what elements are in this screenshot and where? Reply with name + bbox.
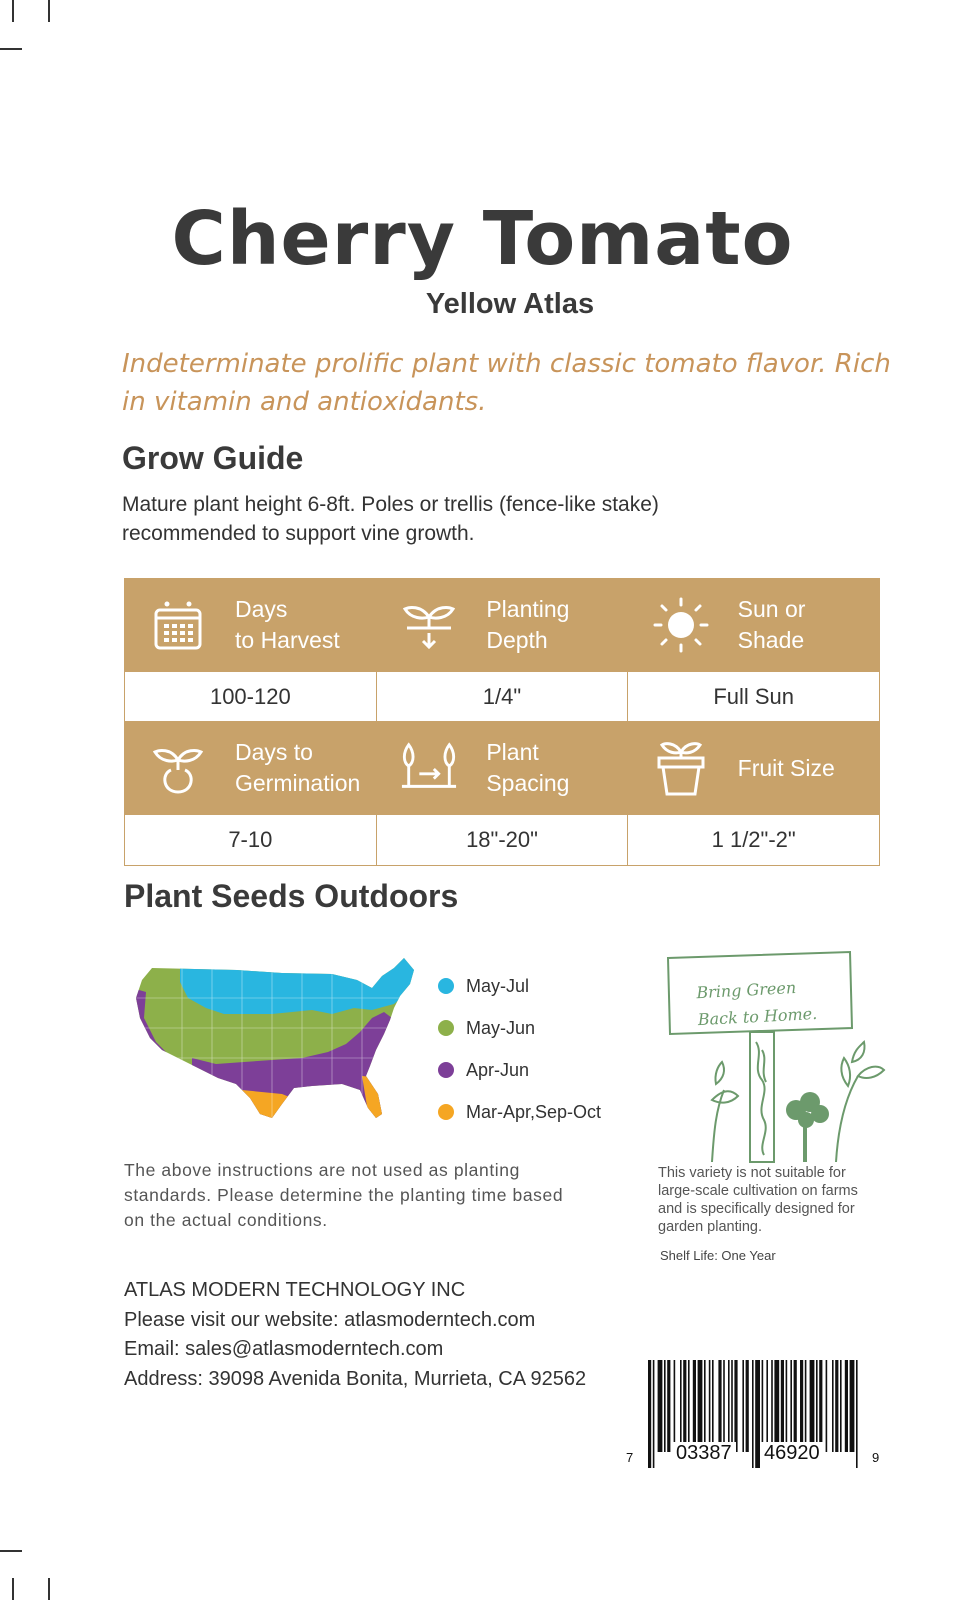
plant-spacing-value: 18"-20" [376, 815, 628, 865]
company-email: Email: sales@atlasmoderntech.com [124, 1338, 444, 1360]
barcode-bar [746, 1360, 749, 1452]
legend-label: May-Jul [466, 975, 530, 996]
legend-dot-green [438, 1020, 454, 1036]
legend-dot-purple [438, 1062, 454, 1078]
barcode-bar [693, 1360, 696, 1452]
barcode-bar [723, 1360, 725, 1452]
crop-mark [0, 1550, 22, 1552]
variety-name: Yellow Atlas [425, 288, 595, 320]
legend-dot-blue [438, 978, 454, 994]
cultivation-note-line: and is specifically designed for [658, 1201, 855, 1217]
barcode-bar [786, 1360, 788, 1452]
barcode-bar [766, 1360, 768, 1452]
barcode-bar [742, 1360, 744, 1452]
barcode-bar [781, 1360, 784, 1452]
fruit-size-value: 1 1/2"-2" [627, 815, 879, 865]
barcode-bar [850, 1360, 855, 1452]
barcode-bar [790, 1360, 792, 1452]
legend-label: Mar-Apr,Sep-Oct [466, 1101, 602, 1122]
crop-mark [0, 48, 22, 50]
planting-depth-header [376, 579, 627, 671]
legend-item [438, 1049, 601, 1091]
zone-may-jul [180, 958, 422, 1014]
barcode-bar [816, 1360, 818, 1452]
legend-dot-orange [438, 1104, 454, 1120]
barcode-group-right: 46920 [760, 1442, 824, 1465]
upc-barcode [626, 1360, 922, 1470]
plant-spacing-header [376, 722, 627, 814]
product-tagline: Indeterminate prolific plant with classic tomato flavor. Rich in vitamin and antioxidants. [122, 349, 891, 417]
barcode-bar [653, 1360, 655, 1468]
crop-mark [48, 1578, 50, 1600]
barcode-bar [674, 1360, 676, 1452]
barcode-bar [712, 1360, 714, 1452]
legend-label: Apr-Jun [466, 1059, 530, 1080]
barcode-bar [805, 1360, 807, 1452]
calendar-icon [149, 596, 207, 654]
crop-mark [48, 0, 50, 22]
header-label: Days to Germination [235, 739, 361, 796]
header-label: Fruit Size [737, 754, 835, 781]
barcode-bar [734, 1360, 737, 1452]
disclaimer-line: standards. Please determine the planting time based [124, 1185, 564, 1205]
company-address: Address: 39098 Avenida Bonita, Murrieta, CA 92562 [124, 1367, 587, 1390]
barcode-bar [752, 1360, 754, 1468]
barcode-check-digit: 9 [872, 1450, 880, 1465]
barcode-bar [680, 1360, 682, 1452]
barcode-bar [826, 1360, 828, 1452]
grow-guide-table [124, 578, 880, 866]
barcode-first-digit: 7 [626, 1450, 634, 1465]
barcode-bar [774, 1360, 779, 1452]
planting-map-legend [438, 965, 601, 1133]
barcode-bar [731, 1360, 733, 1452]
header-label: Days to Harvest [235, 596, 340, 653]
legend-item [438, 1091, 601, 1133]
pot-icon [652, 739, 710, 797]
sun-or-shade-header [628, 579, 879, 671]
barcode-bar [856, 1360, 858, 1468]
zone-mar-apr-sep-oct [242, 1090, 292, 1136]
barcode-bar [762, 1360, 764, 1452]
barcode-bar [840, 1360, 842, 1452]
barcode-bar [664, 1360, 666, 1452]
grow-guide-header-row [125, 722, 879, 814]
legend-label: May-Jun [466, 1017, 536, 1038]
crop-mark [12, 1578, 14, 1600]
sign-slogan [696, 971, 859, 1033]
seedling-icon [149, 739, 207, 797]
barcode-bar [794, 1360, 797, 1452]
planting-depth-value: 1/4" [376, 672, 628, 721]
disclaimer-line: on the actual conditions. [124, 1210, 328, 1230]
planting-disclaimer [124, 1158, 614, 1233]
fruit-size-header [628, 722, 879, 814]
zone-mar-apr-sep-oct [362, 1076, 394, 1136]
grow-guide-value-row [125, 671, 879, 722]
barcode-bar [771, 1360, 773, 1452]
us-planting-zone-map [132, 958, 432, 1136]
barcode-bar [667, 1360, 670, 1452]
company-info [124, 1276, 586, 1394]
days-to-germination-header [125, 722, 376, 814]
description-line: recommended to support vine growth. [122, 522, 475, 545]
header-label: Plant Spacing [486, 739, 570, 796]
sun-or-shade-value: Full Sun [627, 672, 879, 721]
description-line: Mature plant height 6-8ft. Poles or trellis (fence-like stake) [122, 493, 659, 516]
grow-guide-heading: Grow Guide [122, 440, 304, 476]
plant-seeds-outdoors-heading: Plant Seeds Outdoors [124, 878, 459, 914]
barcode-bar [648, 1360, 651, 1468]
header-label: Planting Depth [486, 596, 570, 653]
company-website: Please visit our website: atlasmoderntech.com [124, 1308, 536, 1331]
barcode-bar [835, 1360, 838, 1452]
spacing-icon [400, 739, 458, 797]
barcode-bar [704, 1360, 706, 1452]
barcode-bar [728, 1360, 730, 1452]
sun-icon [652, 596, 710, 654]
sprout-depth-icon [400, 596, 458, 654]
barcode-bar [800, 1360, 803, 1452]
barcode-bar [709, 1360, 711, 1452]
cultivation-note-line: garden planting. [658, 1219, 762, 1235]
legend-item [438, 965, 601, 1007]
cultivation-note-line: large-scale cultivation on farms [658, 1183, 858, 1199]
barcode-bar [698, 1360, 703, 1452]
sign-slogan-line: Bring Green [695, 977, 797, 1003]
barcode-bar [832, 1360, 834, 1452]
shelf-life: Shelf Life: One Year [660, 1248, 776, 1263]
days-to-harvest-header [125, 579, 376, 671]
product-title: Cherry Tomato [171, 196, 794, 282]
barcode-bar [658, 1360, 663, 1452]
cultivation-note-line: This variety is not suitable for [658, 1165, 846, 1181]
days-to-harvest-value: 100-120 [209, 683, 291, 709]
barcode-bar [810, 1360, 815, 1452]
barcode-bar [683, 1360, 686, 1452]
disclaimer-line: The above instructions are not used as planting [124, 1160, 520, 1180]
legend-item [438, 1007, 601, 1049]
cultivation-note [658, 1164, 888, 1236]
days-to-germination-value: 7-10 [228, 827, 273, 852]
grow-guide-value-row [125, 814, 879, 865]
barcode-bar [718, 1360, 721, 1452]
sign-slogan-line: Back to Home. [697, 1003, 818, 1030]
barcode-bar [688, 1360, 690, 1452]
crop-mark [12, 0, 14, 22]
barcode-bar [819, 1360, 822, 1452]
grow-guide-header-row [125, 579, 879, 671]
barcode-group-left: 03387 [672, 1442, 736, 1465]
company-name: ATLAS MODERN TECHNOLOGY INC [124, 1279, 466, 1301]
header-label: Sun or Shade [737, 596, 806, 653]
barcode-bar [845, 1360, 848, 1452]
grow-guide-description [122, 490, 659, 548]
